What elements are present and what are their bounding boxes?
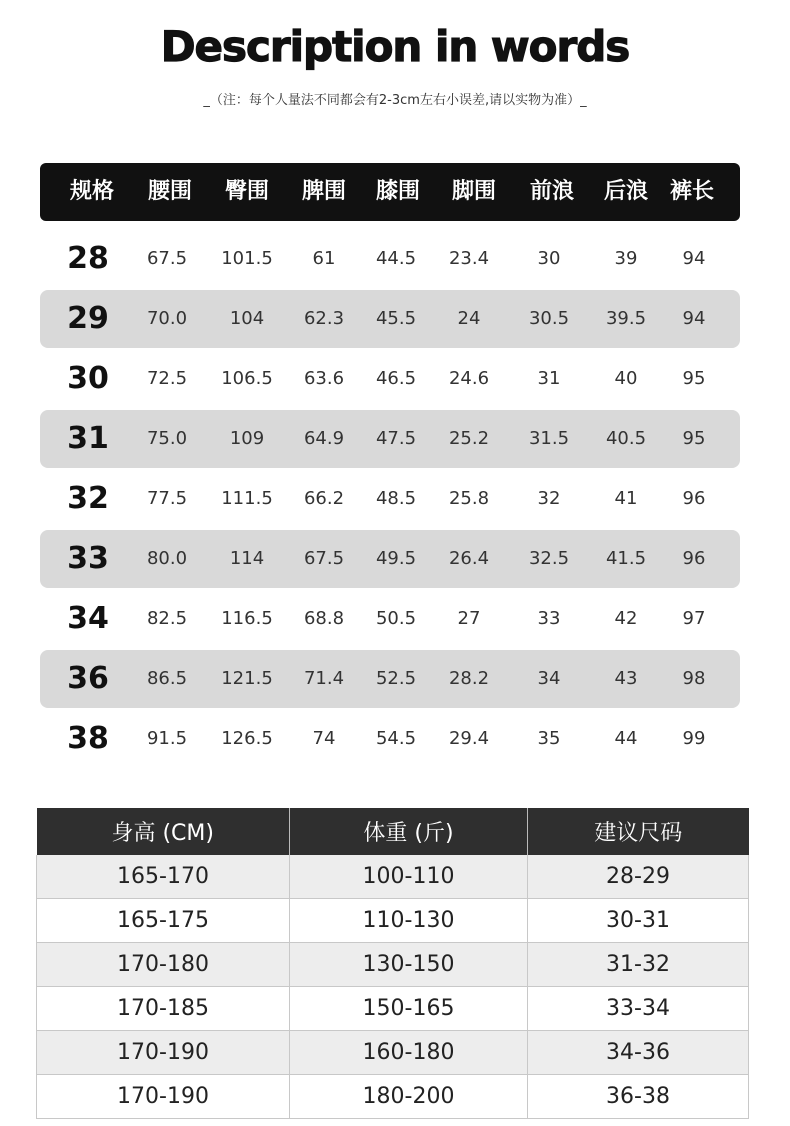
cell-hip: 106.5 [221, 368, 273, 389]
cell-length: 99 [682, 728, 706, 749]
cell-hip: 109 [229, 428, 265, 449]
cell-length: 97 [682, 608, 706, 629]
cell-hem: 24 [457, 308, 481, 329]
header-suggested-size: 建议尺码 [528, 808, 749, 855]
recommendation-row [37, 943, 749, 987]
page-title: Description in words [160, 22, 630, 71]
cell-front-rise: 30 [537, 248, 561, 269]
cell-height: 170-180 [37, 943, 290, 987]
cell-hip: 121.5 [221, 668, 273, 689]
cell-hem: 27 [457, 608, 481, 629]
recommendation-row [37, 855, 749, 899]
recommendation-header-row [37, 808, 749, 855]
cell-size: 36 [67, 661, 109, 696]
cell-weight: 130-150 [290, 943, 528, 987]
cell-size: 32 [67, 481, 109, 516]
cell-hip: 104 [229, 308, 265, 329]
size-table-header [40, 163, 740, 221]
size-row [40, 650, 740, 708]
cell-back-rise: 40 [614, 368, 638, 389]
cell-back-rise: 43 [614, 668, 638, 689]
cell-height: 170-190 [37, 1031, 290, 1075]
size-row [40, 410, 740, 468]
recommendation-row [37, 1031, 749, 1075]
cell-hem: 23.4 [448, 248, 490, 269]
cell-front-rise: 31 [537, 368, 561, 389]
cell-waist: 77.5 [146, 488, 188, 509]
cell-front-rise: 35 [537, 728, 561, 749]
cell-thigh: 63.6 [303, 368, 345, 389]
cell-hem: 28.2 [448, 668, 490, 689]
cell-suggested-size: 33-34 [528, 987, 749, 1031]
cell-knee: 52.5 [375, 668, 417, 689]
cell-hem: 29.4 [448, 728, 490, 749]
cell-knee: 49.5 [375, 548, 417, 569]
cell-weight: 180-200 [290, 1075, 528, 1119]
recommendation-row [37, 1075, 749, 1119]
cell-knee: 44.5 [375, 248, 417, 269]
cell-back-rise: 41 [614, 488, 638, 509]
cell-thigh: 67.5 [303, 548, 345, 569]
cell-waist: 82.5 [146, 608, 188, 629]
cell-suggested-size: 34-36 [528, 1031, 749, 1075]
cell-suggested-size: 31-32 [528, 943, 749, 987]
size-row [40, 590, 740, 648]
header-hem: 脚围 [451, 179, 497, 204]
cell-waist: 72.5 [146, 368, 188, 389]
cell-knee: 48.5 [375, 488, 417, 509]
cell-size: 30 [67, 361, 109, 396]
size-row [40, 350, 740, 408]
cell-thigh: 74 [312, 728, 336, 749]
size-row [40, 710, 740, 768]
cell-weight: 160-180 [290, 1031, 528, 1075]
header-height: 身高 (CM) [37, 808, 290, 855]
header-weight: 体重 (斤) [290, 808, 528, 855]
cell-back-rise: 41.5 [605, 548, 647, 569]
cell-back-rise: 42 [614, 608, 638, 629]
cell-knee: 45.5 [375, 308, 417, 329]
cell-front-rise: 33 [537, 608, 561, 629]
cell-size: 31 [67, 421, 109, 456]
cell-suggested-size: 28-29 [528, 855, 749, 899]
cell-hip: 116.5 [221, 608, 273, 629]
cell-height: 165-170 [37, 855, 290, 899]
cell-hip: 114 [229, 548, 265, 569]
cell-hem: 25.2 [448, 428, 490, 449]
size-row [40, 290, 740, 348]
cell-knee: 47.5 [375, 428, 417, 449]
cell-front-rise: 30.5 [528, 308, 570, 329]
cell-length: 94 [682, 308, 706, 329]
cell-suggested-size: 36-38 [528, 1075, 749, 1119]
recommendation-row [37, 987, 749, 1031]
cell-front-rise: 32 [537, 488, 561, 509]
header-waist: 腰围 [147, 179, 193, 204]
cell-back-rise: 44 [614, 728, 638, 749]
header-hip: 臀围 [224, 179, 270, 204]
cell-thigh: 66.2 [303, 488, 345, 509]
recommendation-row [37, 899, 749, 943]
cell-thigh: 64.9 [303, 428, 345, 449]
cell-front-rise: 31.5 [528, 428, 570, 449]
cell-length: 94 [682, 248, 706, 269]
cell-waist: 80.0 [146, 548, 188, 569]
cell-hem: 25.8 [448, 488, 490, 509]
cell-waist: 70.0 [146, 308, 188, 329]
cell-thigh: 68.8 [303, 608, 345, 629]
header-front-rise: 前浪 [529, 179, 575, 204]
cell-thigh: 71.4 [303, 668, 345, 689]
cell-length: 95 [682, 368, 706, 389]
cell-suggested-size: 30-31 [528, 899, 749, 943]
header-thigh: 脾围 [301, 179, 347, 204]
cell-hip: 126.5 [221, 728, 273, 749]
cell-knee: 54.5 [375, 728, 417, 749]
header-size: 规格 [69, 179, 115, 204]
cell-height: 170-185 [37, 987, 290, 1031]
cell-height: 165-175 [37, 899, 290, 943]
cell-hip: 101.5 [221, 248, 273, 269]
cell-height: 170-190 [37, 1075, 290, 1119]
cell-length: 96 [682, 548, 706, 569]
cell-waist: 86.5 [146, 668, 188, 689]
cell-thigh: 61 [312, 248, 336, 269]
cell-hem: 24.6 [448, 368, 490, 389]
cell-back-rise: 39 [614, 248, 638, 269]
cell-hip: 111.5 [221, 488, 273, 509]
cell-knee: 50.5 [375, 608, 417, 629]
cell-length: 96 [682, 488, 706, 509]
measurement-note: _（注：每个人量法不同都会有2-3cm左右小误差,请以实物为准）_ [203, 93, 587, 108]
recommendation-table-body [37, 855, 749, 1119]
header-back-rise: 后浪 [603, 179, 649, 204]
size-row [40, 530, 740, 588]
size-row [40, 230, 740, 288]
cell-size: 28 [67, 241, 109, 276]
cell-weight: 100-110 [290, 855, 528, 899]
header-knee: 膝围 [375, 179, 421, 204]
cell-size: 33 [67, 541, 109, 576]
cell-size: 29 [67, 301, 109, 336]
cell-length: 95 [682, 428, 706, 449]
cell-back-rise: 39.5 [605, 308, 647, 329]
cell-thigh: 62.3 [303, 308, 345, 329]
cell-size: 34 [67, 601, 109, 636]
header-length: 裤长 [669, 179, 715, 204]
cell-hem: 26.4 [448, 548, 490, 569]
cell-front-rise: 34 [537, 668, 561, 689]
cell-waist: 91.5 [146, 728, 188, 749]
cell-waist: 75.0 [146, 428, 188, 449]
cell-weight: 150-165 [290, 987, 528, 1031]
cell-size: 38 [67, 721, 109, 756]
cell-knee: 46.5 [375, 368, 417, 389]
recommendation-table [36, 808, 749, 1119]
cell-front-rise: 32.5 [528, 548, 570, 569]
size-row [40, 470, 740, 528]
cell-weight: 110-130 [290, 899, 528, 943]
cell-back-rise: 40.5 [605, 428, 647, 449]
cell-length: 98 [682, 668, 706, 689]
cell-waist: 67.5 [146, 248, 188, 269]
